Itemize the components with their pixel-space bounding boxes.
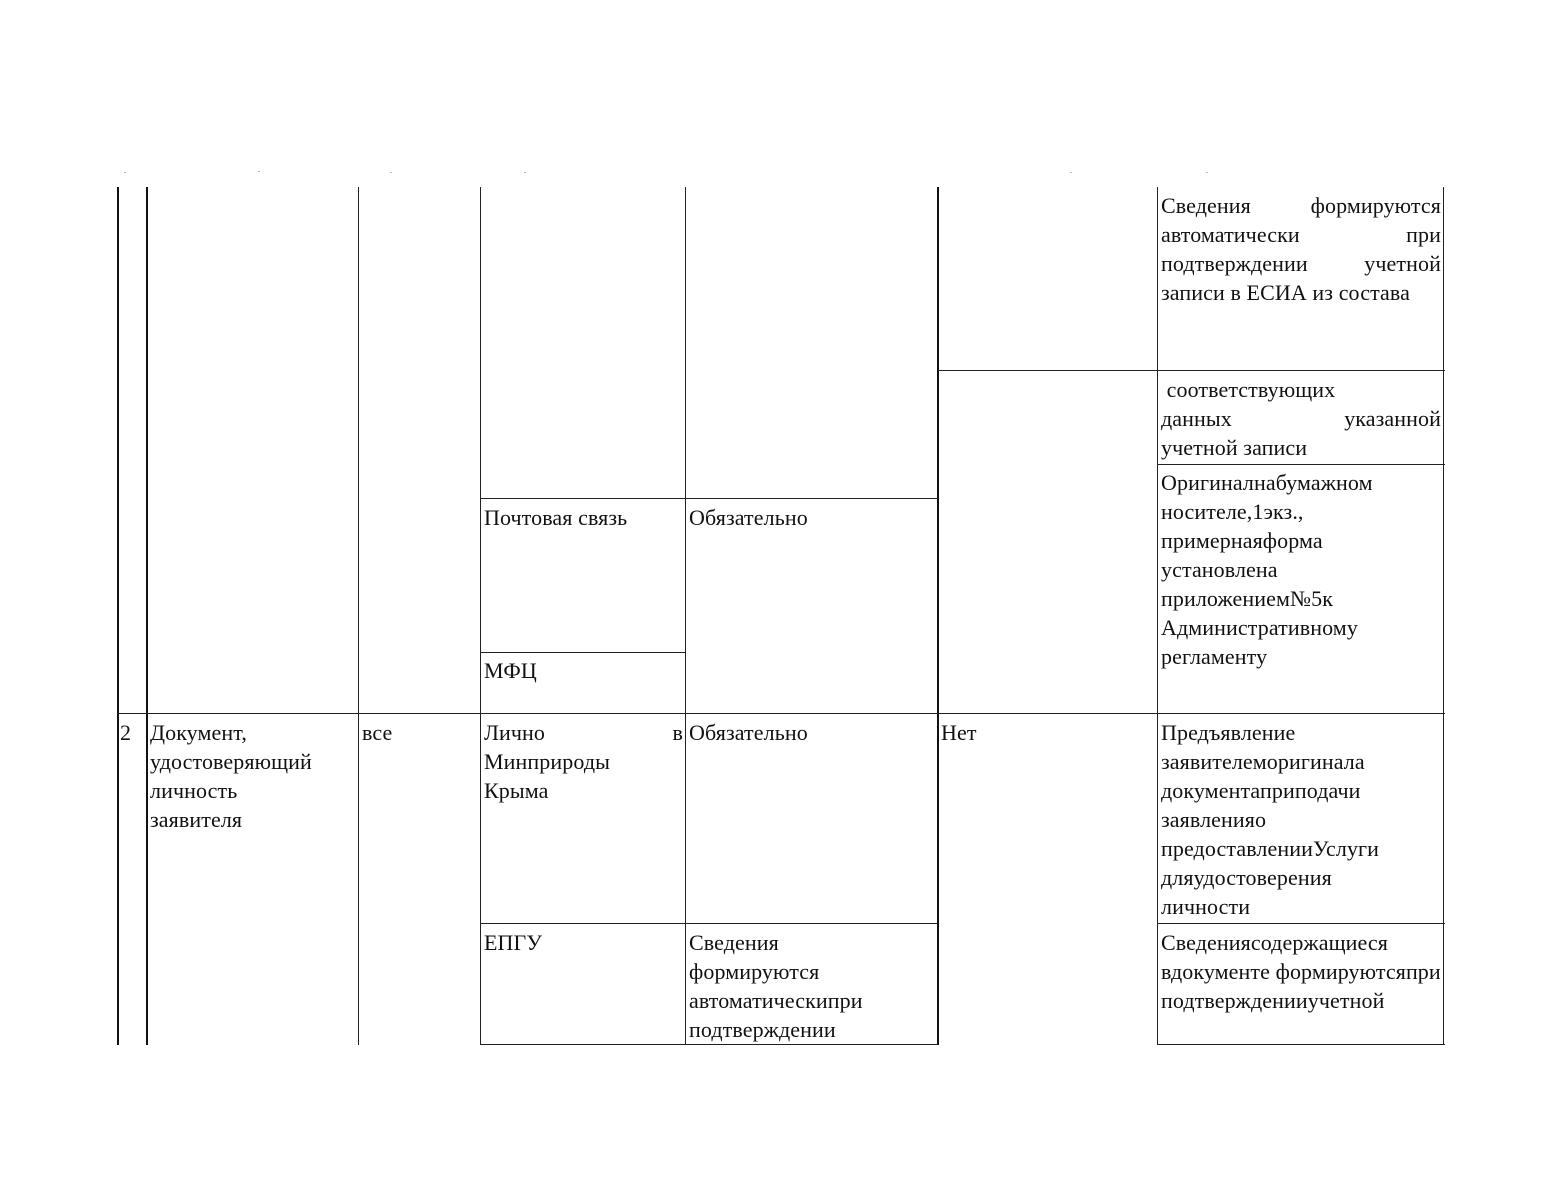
- table-row-divider: [1158, 464, 1445, 465]
- cell-word: формируются: [1310, 193, 1441, 218]
- table-column-divider: [358, 187, 359, 1045]
- scan-dot: [1070, 172, 1072, 173]
- cell-line: формируются: [689, 959, 820, 984]
- cell-word: соответствующих: [1166, 377, 1336, 402]
- presentation-description-cell: [1161, 718, 1441, 921]
- cell-line: ЕПГУ: [484, 930, 543, 955]
- cell-word: бумажном: [1275, 470, 1373, 495]
- cell-word: содержащиеся: [1250, 930, 1389, 955]
- cell-line: Минприроды: [484, 749, 610, 774]
- cell-word: 5: [1311, 586, 1323, 611]
- cell-line: МФЦ: [484, 658, 537, 683]
- cell-line: Предъявление: [1161, 720, 1296, 745]
- esia-description-cont-cell: [1161, 375, 1441, 462]
- cell-word: форма: [1262, 528, 1323, 553]
- cell-word: о: [1254, 807, 1267, 832]
- cell-word: Сведения: [1161, 930, 1251, 955]
- scan-dot: [258, 171, 260, 172]
- cell-word: в: [1161, 959, 1171, 984]
- table-column-divider: [1157, 187, 1158, 1045]
- personal-required-cell: [689, 718, 934, 747]
- cell-line: все: [362, 720, 393, 745]
- table-row-divider: [1158, 923, 1445, 924]
- cell-word: приложением: [1161, 586, 1290, 611]
- applicant-category-cell: [362, 718, 477, 747]
- cell-word: документа: [1161, 778, 1260, 803]
- cell-word: учетной: [1307, 988, 1385, 1013]
- cell-word: Оригинал: [1161, 470, 1254, 495]
- cell-line: удостоверяющий: [150, 749, 312, 774]
- cell-word: Лично: [484, 720, 546, 745]
- cell-word: 1: [1252, 499, 1264, 524]
- cell-word: в: [672, 720, 683, 745]
- cell-line: Документ,: [150, 720, 247, 745]
- table-border-left: [117, 187, 119, 1045]
- row-number-cell: [120, 718, 144, 747]
- epgu-description-cell: [1161, 928, 1441, 1015]
- cell-word: документе: [1170, 959, 1270, 984]
- cell-line: Обязательно: [689, 720, 808, 745]
- cell-word: учетной записи: [1161, 435, 1308, 460]
- cell-line: регламенту: [1161, 644, 1268, 669]
- cell-word: подачи: [1294, 778, 1361, 803]
- cell-word: №: [1290, 586, 1312, 611]
- cell-word: при: [827, 988, 863, 1013]
- document-name-cell: [150, 718, 355, 834]
- cell-word: указанной: [1344, 406, 1441, 431]
- table-bottom-border: [481, 1044, 938, 1045]
- cell-word: примерная: [1161, 528, 1263, 553]
- original-paper-cell: [1161, 468, 1441, 671]
- table-row-divider: [938, 370, 1445, 371]
- cell-word: удостоверения: [1193, 865, 1332, 890]
- cell-line: установлена: [1161, 557, 1278, 582]
- cell-word: заявления: [1161, 807, 1255, 832]
- table-row-divider: [481, 652, 686, 653]
- cell-word: при: [1405, 959, 1441, 984]
- cell-word: экз.,: [1263, 499, 1304, 524]
- cell-word: автоматически: [689, 988, 828, 1013]
- cell-word: заявителем: [1161, 749, 1267, 774]
- cell-word: к: [1322, 586, 1333, 611]
- mfc-method-cell: [484, 656, 682, 685]
- cell-line: Административному: [1161, 615, 1358, 640]
- cell-word: учетной: [1364, 251, 1441, 276]
- cell-line: Почтовая связь: [484, 505, 628, 530]
- table-column-divider: [937, 187, 939, 1045]
- cell-line: Сведения: [689, 930, 779, 955]
- table-column-divider: [146, 187, 148, 1045]
- postal-required-cell: [689, 503, 934, 532]
- condition-cell: [941, 718, 1153, 747]
- cell-word: носителе,: [1161, 499, 1253, 524]
- postal-method-cell: [484, 503, 682, 532]
- row-number: 2: [120, 720, 132, 745]
- cell-word: оригинала: [1266, 749, 1365, 774]
- cell-word: формируются: [1275, 959, 1406, 984]
- cell-word: записи в ЕСИА из состава: [1161, 280, 1410, 305]
- cell-word: Услуги: [1312, 836, 1380, 861]
- scan-dot: [524, 172, 526, 173]
- cell-word: данных: [1161, 406, 1232, 431]
- table-border-right: [1443, 187, 1444, 1045]
- epgu-required-cell: [689, 928, 934, 1044]
- cell-word: на: [1253, 470, 1276, 495]
- cell-line: личности: [1161, 894, 1251, 919]
- personal-method-cell: [484, 718, 683, 805]
- cell-word: при: [1406, 222, 1441, 247]
- cell-word: для: [1161, 865, 1194, 890]
- epgu-method-cell: [484, 928, 682, 957]
- cell-line: подтверждении: [689, 1017, 836, 1042]
- cell-line: личность: [150, 778, 238, 803]
- cell-line: заявителя: [150, 807, 243, 832]
- cell-word: автоматически: [1161, 222, 1300, 247]
- scan-dot: [390, 172, 392, 173]
- table-row-divider: [481, 498, 938, 499]
- cell-word: подтверждении: [1161, 251, 1308, 276]
- table-row-divider: [117, 713, 1445, 714]
- esia-description-cell: [1161, 191, 1441, 307]
- table-column-divider: [480, 187, 481, 1045]
- cell-word: при: [1260, 778, 1295, 803]
- table-row-divider: [481, 923, 938, 924]
- cell-line: Нет: [941, 720, 977, 745]
- scan-dot: [124, 172, 126, 173]
- scan-dot: [1206, 172, 1208, 173]
- table-column-divider: [685, 187, 686, 1045]
- cell-word: Сведения: [1161, 193, 1251, 218]
- cell-line: Обязательно: [689, 505, 808, 530]
- cell-line: Крыма: [484, 778, 549, 803]
- cell-word: предоставлении: [1161, 836, 1313, 861]
- cell-word: подтверждении: [1161, 988, 1308, 1013]
- table-bottom-border: [1158, 1044, 1445, 1045]
